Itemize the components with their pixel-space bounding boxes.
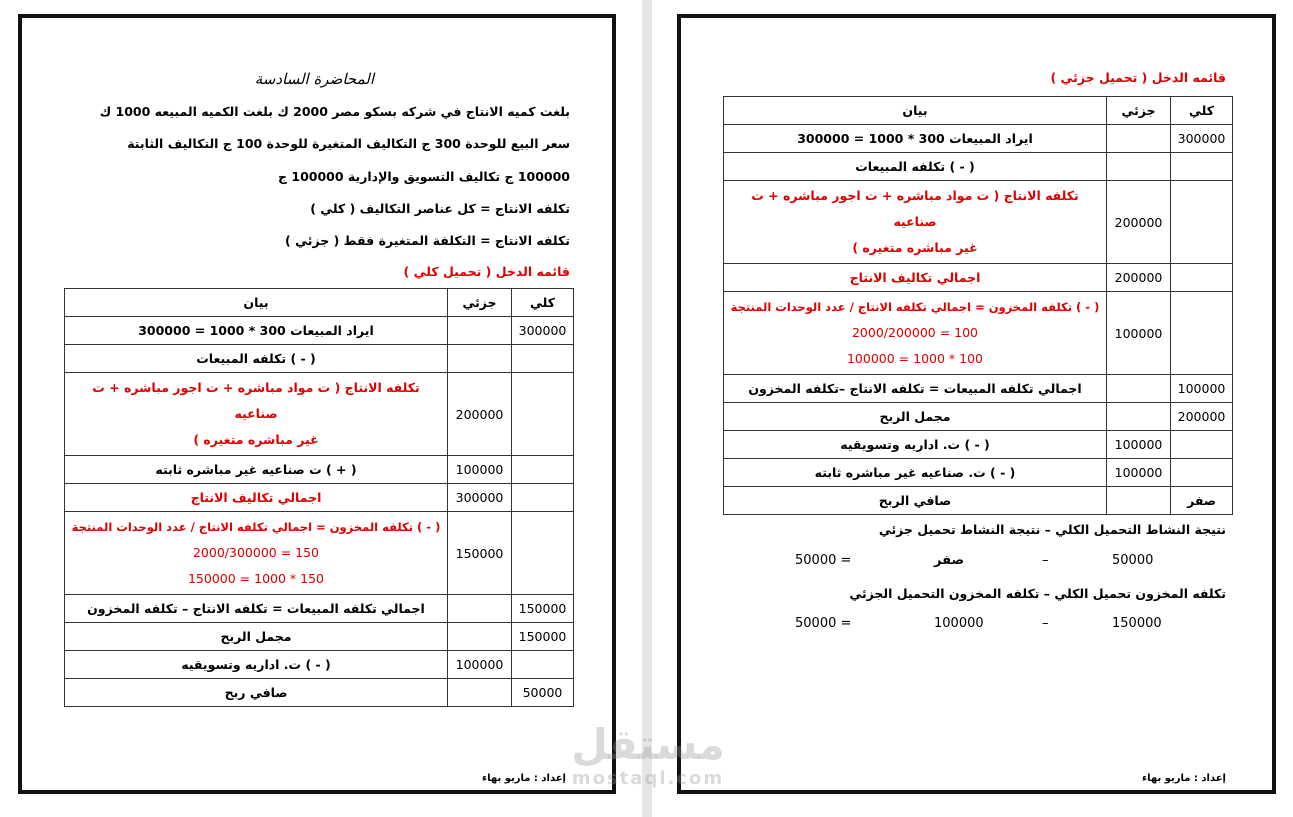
cell-partial <box>1107 153 1171 181</box>
cell-total <box>1171 459 1233 487</box>
cell-desc: ( - ) ت. اداريه وتسويقيه <box>65 651 448 679</box>
cell-partial <box>1107 375 1171 403</box>
cell-partial <box>448 679 512 707</box>
cell-desc <box>724 292 1107 375</box>
cell-desc: صافي الربح <box>724 487 1107 515</box>
cell-desc: اجمالي تكلفه المبيعات = تكلفه الانتاج –تكلفه المخزون <box>724 375 1107 403</box>
comparison-result-value-1: 50000 <box>1112 553 1154 568</box>
table-row <box>65 623 574 651</box>
cell-partial: 100000 <box>1107 459 1171 487</box>
cell-desc: اجمالي تكاليف الانتاج <box>65 484 448 512</box>
intro-line-1: بلغت كميه الانتاج في شركه بسكو مصر 2000 ك بلغت الكميه المبيعه 1000 ك <box>99 104 570 119</box>
cell-desc: ( + ) ت صناعيه غير مباشره ثابته <box>65 456 448 484</box>
cell-desc: مجمل الربح <box>65 623 448 651</box>
desc-line: 100 * 1000 = 100000 <box>846 351 983 366</box>
cell-partial: 100000 <box>448 651 512 679</box>
table-row <box>724 181 1233 264</box>
table-row <box>65 595 574 623</box>
col-desc-header: بيان <box>65 289 448 317</box>
income-heading-variable: قائمه الدخل ( تحميل جزئي ) <box>1050 70 1226 85</box>
cell-total <box>1171 292 1233 375</box>
cell-partial <box>448 623 512 651</box>
cell-desc: ( - ) تكلفه المبيعات <box>724 153 1107 181</box>
table-row <box>724 431 1233 459</box>
cell-total <box>1171 431 1233 459</box>
table-row <box>65 484 574 512</box>
cell-partial <box>448 345 512 373</box>
right-page <box>677 14 1276 794</box>
lecture-title: المحاضرة السادسة <box>254 70 374 88</box>
desc-line: تكلفه الانتاج ( ت مواد مباشره + ت اجور مباشره + ت صناعيه <box>92 380 420 421</box>
intro-line-4: تكلفه الانتاج = كل عناصر التكاليف ( كلي ) <box>310 201 570 216</box>
cell-total: 150000 <box>512 595 574 623</box>
col-partial-header: جزئي <box>448 289 512 317</box>
desc-line: غير مباشره متغيره ) <box>193 432 319 447</box>
desc-line: ( - ) تكلفه المخزون = اجمالي تكلفه الانتاج / عدد الوحدات المنتجة <box>730 300 1100 314</box>
table-row <box>724 125 1233 153</box>
cell-partial: 200000 <box>448 373 512 456</box>
cell-total: 50000 <box>512 679 574 707</box>
comparison-label-inventory: تكلفه المخزون تحميل الكلي – تكلفه المخزون التحميل الجزئي <box>849 586 1226 601</box>
cell-desc: ( - ) ت. اداريه وتسويقيه <box>724 431 1107 459</box>
table-header-row <box>724 97 1233 125</box>
cell-partial <box>1107 125 1171 153</box>
table-row <box>65 679 574 707</box>
cell-total <box>1171 264 1233 292</box>
cell-total <box>512 512 574 595</box>
table-row <box>724 459 1233 487</box>
table-row <box>65 512 574 595</box>
col-partial-header: جزئي <box>1107 97 1171 125</box>
cell-total <box>1171 153 1233 181</box>
desc-line: ( - ) تكلفه المخزون = اجمالي تكلفه الانتاج / عدد الوحدات المنتجة <box>71 520 441 534</box>
table-row <box>65 373 574 456</box>
intro-line-2: سعر البيع للوحدة 300 ج التكاليف المتغيرة للوحدة 100 ج التكاليف الثابتة <box>127 136 570 151</box>
table-row <box>65 345 574 373</box>
cell-partial: 100000 <box>448 456 512 484</box>
table-row <box>724 487 1233 515</box>
cell-partial: 100000 <box>1107 431 1171 459</box>
comparison-inventory-value-2: 100000 <box>934 616 984 631</box>
comparison-result-dash: – <box>1042 553 1049 568</box>
comparison-inventory-value-1: 150000 <box>1112 616 1162 631</box>
cell-desc: اجمالي تكاليف الانتاج <box>724 264 1107 292</box>
cell-partial <box>448 595 512 623</box>
table-row <box>65 317 574 345</box>
author-footer: إعداد : ماريو بهاء <box>482 773 566 784</box>
cell-total: 300000 <box>1171 125 1233 153</box>
comparison-result-value-2: صفر <box>934 553 965 568</box>
cell-total <box>512 456 574 484</box>
cell-partial: 200000 <box>1107 264 1171 292</box>
intro-line-3: 100000 ج تكاليف التسويق والإدارية 100000 ج <box>278 169 570 184</box>
intro-line-5: تكلفه الانتاج = التكلفة المتغيرة فقط ( جزئي ) <box>285 233 570 248</box>
comparison-inventory-equals: = 50000 <box>795 616 852 631</box>
comparison-result-equals: = 50000 <box>795 553 852 568</box>
left-page <box>18 14 616 794</box>
watermark-latin: mostaql.com <box>571 768 725 789</box>
cell-total: 100000 <box>1171 375 1233 403</box>
col-total-header: كلي <box>1171 97 1233 125</box>
desc-line: تكلفه الانتاج ( ت مواد مباشره + ت اجور مباشره + ت صناعيه <box>751 188 1079 229</box>
desc-line: 150 = 2000/300000 <box>192 545 320 560</box>
table-row <box>724 292 1233 375</box>
cell-desc <box>65 512 448 595</box>
cell-partial <box>448 317 512 345</box>
table-row <box>724 153 1233 181</box>
author-footer: إعداد : ماريو بهاء <box>1142 773 1226 784</box>
mostaql-watermark <box>568 722 728 789</box>
cell-partial <box>1107 487 1171 515</box>
cell-total <box>1171 181 1233 264</box>
table-header-row <box>65 289 574 317</box>
table-row <box>724 264 1233 292</box>
col-desc-header: بيان <box>724 97 1107 125</box>
comparison-label-result: نتيجة النشاط التحميل الكلي – نتيجة النشاط تحميل جزئي <box>878 522 1226 537</box>
desc-line: 100 = 2000/200000 <box>851 325 979 340</box>
desc-line: غير مباشره متغيره ) <box>852 240 978 255</box>
cell-partial <box>1107 403 1171 431</box>
cell-partial: 100000 <box>1107 292 1171 375</box>
cell-partial: 300000 <box>448 484 512 512</box>
cell-desc: اجمالي تكلفه المبيعات = تكلفه الانتاج – تكلفه المخزون <box>65 595 448 623</box>
comparison-inventory-dash: – <box>1042 616 1049 631</box>
cell-total: صفر <box>1171 487 1233 515</box>
cell-partial: 200000 <box>1107 181 1171 264</box>
table-row <box>65 456 574 484</box>
cell-total: 300000 <box>512 317 574 345</box>
cell-total: 200000 <box>1171 403 1233 431</box>
cell-desc: ايراد المبيعات 300 * 1000 = 300000 <box>724 125 1107 153</box>
cell-total <box>512 651 574 679</box>
table-row <box>65 651 574 679</box>
income-table-variable <box>723 96 1233 515</box>
table-row <box>724 375 1233 403</box>
desc-line: 150 * 1000 = 150000 <box>187 571 324 586</box>
cell-total <box>512 345 574 373</box>
cell-total: 150000 <box>512 623 574 651</box>
col-total-header: كلي <box>512 289 574 317</box>
cell-total <box>512 373 574 456</box>
cell-total <box>512 484 574 512</box>
page-spine <box>642 0 652 817</box>
cell-desc: مجمل الربح <box>724 403 1107 431</box>
cell-partial: 150000 <box>448 512 512 595</box>
watermark-arabic: مستقل <box>571 720 725 769</box>
cell-desc: ايراد المبيعات 300 * 1000 = 300000 <box>65 317 448 345</box>
table-row <box>724 403 1233 431</box>
cell-desc: صافي ربح <box>65 679 448 707</box>
cell-desc: ( - ) تكلفه المبيعات <box>65 345 448 373</box>
cell-desc <box>724 181 1107 264</box>
cell-desc: ( - ) ت. صناعيه غير مباشره ثابته <box>724 459 1107 487</box>
cell-desc <box>65 373 448 456</box>
income-heading-absorption: قائمه الدخل ( تحميل كلي ) <box>403 264 570 279</box>
income-table-absorption <box>64 288 574 707</box>
